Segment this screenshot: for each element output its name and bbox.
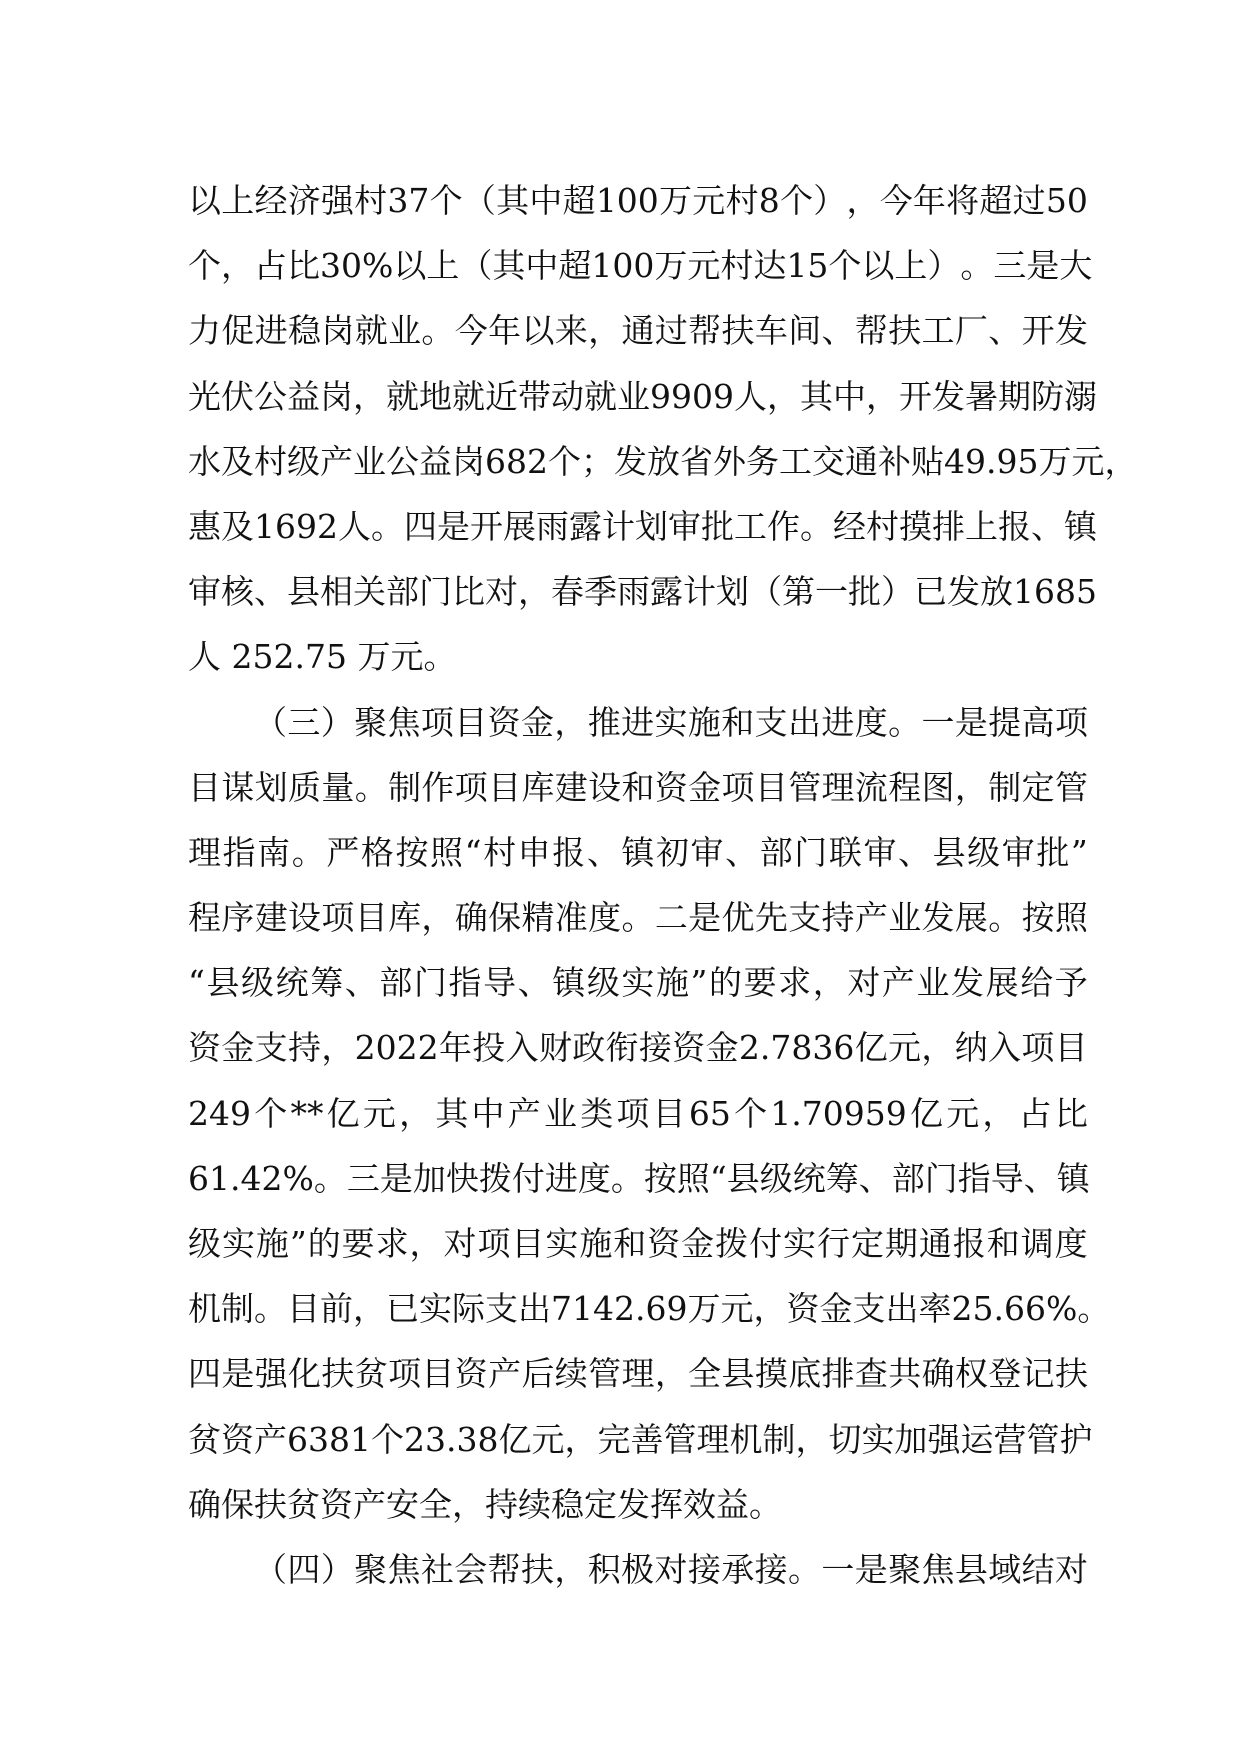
text-line: 61.42% 。 三 是 加 快 拨 付 进 度 。 按 照 “ 县 级 统 筹 、 部 门 指 导 、 镇 — [188, 1158, 1090, 1198]
text-line: 目 谋 划 质 量 。 制 作 项 目 库 建 设 和 资 金 项 目 管 理 流 程 图 ， 制 定 管 — [188, 767, 1088, 807]
text-line: 水 及 村 级 产 业 公 益 岗 682 个 ； 发 放 省 外 务 工 交 通 补 贴 49.95 万 元 ， — [188, 441, 1138, 481]
text-line: 光 伏 公 益 岗 ， 就 地 就 近 带 动 就 业 9909 人 ， 其 中 ， 开 发 暑 期 防 溺 — [188, 376, 1097, 416]
text-line: 贫 资 产 6381 个 23.38 亿 元 ， 完 善 管 理 机 制 ， 切 实 加 强 运 营 管 护 — [188, 1419, 1093, 1459]
text-line: （ 四 ） 聚 焦 社 会 帮 扶 ， 积 极 对 接 承 接 。 一 是 聚 焦 县 域 结 对 — [254, 1549, 1088, 1589]
text-line: 249 个 ** 亿 元 ， 其 中 产 业 类 项 目 65 个 1.70959 亿 元 ， 占 比 — [188, 1093, 1088, 1133]
text-line: （ 三 ） 聚 焦 项 目 资 金 ， 推 进 实 施 和 支 出 进 度 。 一 是 提 高 项 — [254, 702, 1088, 742]
text-line: 四 是 强 化 扶 贫 项 目 资 产 后 续 管 理 ， 全 县 摸 底 排 查 共 确 权 登 记 扶 — [188, 1354, 1088, 1394]
text-line: 惠 及 1692 人 。 四 是 开 展 雨 露 计 划 审 批 工 作 。 经 村 摸 排 上 报 、 镇 — [188, 506, 1097, 546]
text-line: 审 核 、 县 相 关 部 门 比 对 ， 春 季 雨 露 计 划 （ 第 一 批 ） 已 发 放 1685 — [188, 572, 1097, 612]
text-line: “ 县 级 统 筹 、 部 门 指 导 、 镇 级 实 施 ” 的 要 求 ， 对 产 业 发 展 给 予 — [188, 963, 1088, 1003]
text-line: 以 上 经 济 强 村 37 个 （ 其 中 超 100 万 元 村 8 个 ） ， 今 年 将 超 过 50 — [188, 181, 1088, 220]
text-line: 确保扶贫资产安全，持续稳定发挥效益。 — [188, 1484, 782, 1524]
text-line: 个 ， 占 比 30% 以 上 （ 其 中 超 100 万 元 村 达 15 个 以 上 ） 。 三 是 大 — [188, 246, 1093, 286]
text-line: 机 制 。 目 前 ， 已 实 际 支 出 7142.69 万 元 ， 资 金 支 出 率 25.66% 。 — [188, 1289, 1111, 1329]
text-line: 理 指 南 。 严 格 按 照 “ 村 申 报 、 镇 初 审 、 部 门 联 审 、 县 级 审 批 ” — [188, 832, 1088, 872]
text-line: 资 金 支 持 ， 2022 年 投 入 财 政 衔 接 资 金 2.7836 亿 元 ， 纳 入 项 目 — [188, 1028, 1088, 1068]
text-line: 级 实 施 ” 的 要 求 ， 对 项 目 实 施 和 资 金 拨 付 实 行 定 期 通 报 和 调 度 — [188, 1224, 1088, 1263]
text-line: 程 序 建 设 项 目 库 ， 确 保 精 准 度 。 二 是 优 先 支 持 产 业 发 展 。 按 照 — [188, 898, 1088, 938]
body-text — [188, 168, 1138, 1602]
text-line: 力 促 进 稳 岗 就 业 。 今 年 以 来 ， 通 过 帮 扶 车 间 、 帮 扶 工 厂 、 开 发 — [188, 311, 1088, 351]
text-line: 人 252.75 万元。 — [188, 637, 457, 677]
